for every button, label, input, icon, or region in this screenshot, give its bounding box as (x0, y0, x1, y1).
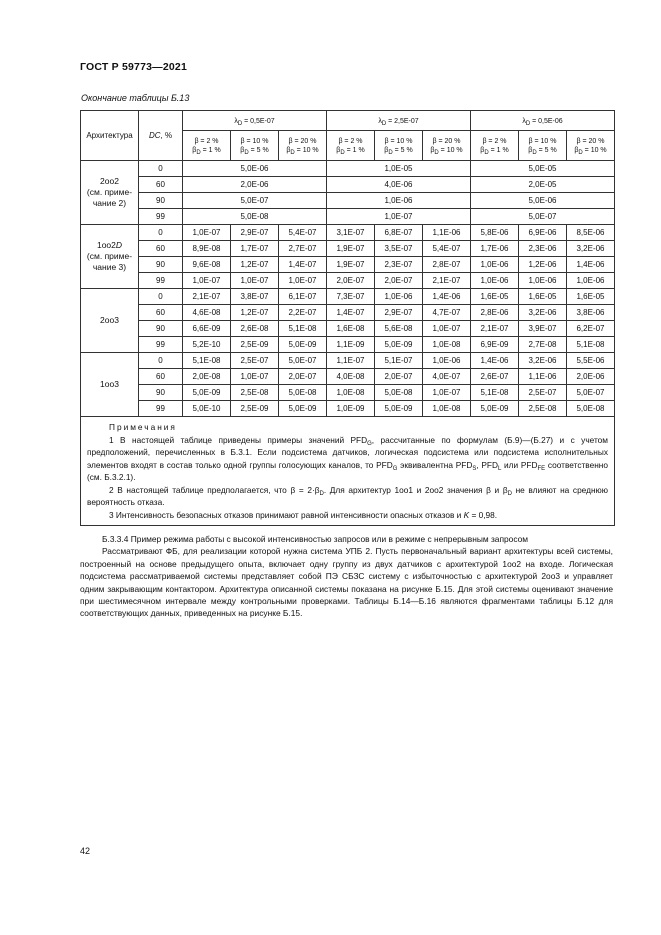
value-cell: 2,9E-07 (231, 225, 279, 241)
value-cell: 1,2E-07 (231, 257, 279, 273)
value-cell: 1,0E-06 (327, 193, 471, 209)
value-cell: 3,9E-07 (519, 321, 567, 337)
table-row (81, 289, 615, 305)
notes-title: Примечания (109, 422, 177, 432)
table-row (81, 321, 615, 337)
value-cell: 5,0E-06 (471, 193, 615, 209)
value-cell: 5,0E-05 (471, 161, 615, 177)
dc-cell: 99 (139, 209, 183, 225)
value-cell: 1,4E-06 (471, 353, 519, 369)
value-cell: 5,0E-09 (279, 401, 327, 417)
value-cell: 2,0E-06 (183, 177, 327, 193)
beta-header: β = 2 % $\beta_D = 1$ % (327, 131, 375, 161)
value-cell: 3,1E-07 (327, 225, 375, 241)
value-cell: 2,8E-06 (471, 305, 519, 321)
value-cell: 2,5E-09 (231, 337, 279, 353)
value-cell: 1,0E-07 (231, 369, 279, 385)
value-cell: 1,6E-08 (327, 321, 375, 337)
value-cell: 2,7E-08 (519, 337, 567, 353)
table-row (81, 369, 615, 385)
value-cell: 4,6E-08 (183, 305, 231, 321)
value-cell: 1,0E-06 (519, 273, 567, 289)
value-cell: 3,8E-06 (567, 305, 615, 321)
value-cell: 1,1E-09 (327, 337, 375, 353)
value-cell: 1,0E-07 (183, 273, 231, 289)
value-cell: 1,7E-07 (231, 241, 279, 257)
note-1: 1 В настоящей таблице приведены примеры значений $PFD_G$, рассчитанные по формулам (Б.9)—(Б.27) и с учетом предположений, перечисленных в Б.3.1. Если подсистема датчиков, логическая подсистема или подсистема исполнительных элементов входят в состав только одной группы голосующих каналов, то $PFD_G$ эквивалентна $PFD_S$, $PFD_L$ или $PFD_{FE}$ соответственно (см. Б.3.2.1). (87, 434, 608, 482)
dc-cell: 90 (139, 193, 183, 209)
value-cell: 2,5E-08 (231, 385, 279, 401)
value-cell: 1,0E-07 (279, 273, 327, 289)
value-cell: 2,6E-07 (471, 369, 519, 385)
value-cell: 2,1E-07 (471, 321, 519, 337)
dc-cell: 99 (139, 337, 183, 353)
beta-header: β = 10 % $\beta_D = 5$ % (231, 131, 279, 161)
table-row (81, 273, 615, 289)
beta-header: β = 10 % $\beta_D = 5$ % (375, 131, 423, 161)
value-cell: 6,1E-07 (279, 289, 327, 305)
value-cell: 1,4E-07 (327, 305, 375, 321)
beta-header: β = 2 % $\beta_D = 1$ % (471, 131, 519, 161)
value-cell: 5,0E-07 (567, 385, 615, 401)
value-cell: 1,1E-07 (327, 353, 375, 369)
table-row (81, 337, 615, 353)
architecture-cell: 2oo3 (81, 289, 139, 353)
value-cell: 1,0E-05 (327, 161, 471, 177)
value-cell: 2,2E-07 (279, 305, 327, 321)
table-row (81, 353, 615, 369)
value-cell: 2,3E-07 (375, 257, 423, 273)
dc-cell: 90 (139, 385, 183, 401)
beta-header: β = 20 % $\beta_D = 10$ % (423, 131, 471, 161)
value-cell: 2,0E-06 (567, 369, 615, 385)
value-cell: 1,0E-08 (327, 385, 375, 401)
note-3: 3 Интенсивность безопасных отказов принимают равной интенсивности опасных отказов и K = 0,98. (109, 509, 498, 520)
value-cell: 5,0E-09 (279, 337, 327, 353)
value-cell: 1,0E-07 (231, 273, 279, 289)
dc-cell: 60 (139, 241, 183, 257)
value-cell: 5,0E-09 (375, 401, 423, 417)
dc-cell: 0 (139, 225, 183, 241)
value-cell: 5,5E-06 (567, 353, 615, 369)
value-cell: 1,0E-07 (423, 385, 471, 401)
value-cell: 5,0E-07 (471, 209, 615, 225)
dc-cell: 0 (139, 353, 183, 369)
value-cell: 5,8E-06 (471, 225, 519, 241)
body-paragraph: Рассматривают ФБ, для реализации которой нужна система УПБ 2. Пусть первоначальный вариант архитектуры всей системы, построенный на основе предыдущего опыта, включает одну группу из двух датчиков с архитектурой 1oo2 на входе. Логическая подсистема рассматриваемой системы представляет собой ПЭ СБЗС систему с избыточностью с архитектурой 2oo3 и управляет одним закрывающим контактором. Архитектура описанной системы показана на рисунке Б.15. Для этой системы оценивают значение при шестимесячном интервале между контрольными проверками. Таблицы Б.14—Б.16 являются фрагментами таблицы Б.12 для соответствующих данных, приведенных на рисунке Б.15. (80, 546, 613, 619)
dc-cell: 99 (139, 401, 183, 417)
value-cell: 8,5E-06 (567, 225, 615, 241)
value-cell: 5,0E-08 (375, 385, 423, 401)
value-cell: 4,0E-06 (327, 177, 471, 193)
architecture-cell: 2oo2 (см. приме- чание 2) (81, 161, 139, 225)
value-cell: 6,9E-06 (519, 225, 567, 241)
value-cell: 3,2E-06 (519, 353, 567, 369)
table-row (81, 257, 615, 273)
value-cell: 7,3E-07 (327, 289, 375, 305)
dc-cell: 60 (139, 177, 183, 193)
table-row (81, 161, 615, 177)
table-row (81, 193, 615, 209)
value-cell: 6,8E-07 (375, 225, 423, 241)
value-cell: 1,0E-06 (471, 273, 519, 289)
value-cell: 1,0E-09 (327, 401, 375, 417)
value-cell: 3,8E-07 (231, 289, 279, 305)
value-cell: 2,1E-07 (423, 273, 471, 289)
table-caption: Окончание таблицы Б.13 (81, 93, 190, 103)
value-cell: 1,2E-07 (231, 305, 279, 321)
value-cell: 2,1E-07 (183, 289, 231, 305)
table-row (81, 385, 615, 401)
value-cell: 2,5E-08 (519, 401, 567, 417)
value-cell: 2,5E-07 (519, 385, 567, 401)
beta-header: β = 2 % $\beta_D = 1$ % (183, 131, 231, 161)
value-cell: 1,0E-06 (567, 273, 615, 289)
dc-cell: 60 (139, 369, 183, 385)
value-cell: 8,9E-08 (183, 241, 231, 257)
value-cell: 1,4E-06 (567, 257, 615, 273)
value-cell: 2,7E-07 (279, 241, 327, 257)
value-cell: 1,6E-05 (471, 289, 519, 305)
value-cell: 2,0E-07 (375, 273, 423, 289)
value-cell: 1,1E-06 (423, 225, 471, 241)
value-cell: 5,0E-09 (375, 337, 423, 353)
value-cell: 1,0E-06 (375, 289, 423, 305)
column-header-dc: DC, % (139, 111, 183, 161)
value-cell: 1,1E-06 (519, 369, 567, 385)
value-cell: 2,0E-08 (183, 369, 231, 385)
value-cell: 1,0E-06 (471, 257, 519, 273)
body-text (80, 533, 613, 620)
table-row (81, 209, 615, 225)
value-cell: 5,0E-08 (567, 401, 615, 417)
value-cell: 1,6E-05 (567, 289, 615, 305)
dc-cell: 90 (139, 321, 183, 337)
value-cell: 1,4E-06 (423, 289, 471, 305)
value-cell: 1,0E-08 (423, 401, 471, 417)
value-cell: 2,6E-08 (231, 321, 279, 337)
value-cell: 5,6E-08 (375, 321, 423, 337)
table-row (81, 401, 615, 417)
lambda-header: $\lambda_D = 2,5E-07$ (327, 111, 471, 131)
value-cell: 1,9E-07 (327, 257, 375, 273)
value-cell: 6,9E-09 (471, 337, 519, 353)
lambda-header: $\lambda_D = 0,5E-07$ (183, 111, 327, 131)
value-cell: 1,9E-07 (327, 241, 375, 257)
value-cell: 5,0E-07 (279, 353, 327, 369)
value-cell: 1,0E-08 (423, 337, 471, 353)
value-cell: 1,6E-05 (519, 289, 567, 305)
table-row (81, 241, 615, 257)
value-cell: 1,4E-07 (279, 257, 327, 273)
dc-cell: 90 (139, 257, 183, 273)
value-cell: 5,0E-08 (279, 385, 327, 401)
value-cell: 5,1E-08 (183, 353, 231, 369)
lambda-header: $\lambda_D = 0,5E-06$ (471, 111, 615, 131)
dc-cell: 0 (139, 161, 183, 177)
value-cell: 5,0E-09 (471, 401, 519, 417)
architecture-cell: 1oo2D (см. приме- чание 3) (81, 225, 139, 289)
value-cell: 4,0E-08 (327, 369, 375, 385)
value-cell: 5,0E-08 (183, 209, 327, 225)
value-cell: 5,1E-07 (375, 353, 423, 369)
value-cell: 5,1E-08 (567, 337, 615, 353)
value-cell: 4,7E-07 (423, 305, 471, 321)
value-cell: 6,6E-09 (183, 321, 231, 337)
value-cell: 5,1E-08 (279, 321, 327, 337)
value-cell: 2,0E-07 (375, 369, 423, 385)
value-cell: 2,5E-07 (231, 353, 279, 369)
section-heading: Б.3.3.4 Пример режима работы с высокой интенсивностью запросов или в режиме с непрерывным запросом (102, 534, 529, 544)
value-cell: 5,4E-07 (423, 241, 471, 257)
value-cell: 5,0E-10 (183, 401, 231, 417)
value-cell: 3,2E-06 (519, 305, 567, 321)
value-cell: 1,2E-06 (519, 257, 567, 273)
value-cell: 1,0E-07 (327, 209, 471, 225)
value-cell: 5,2E-10 (183, 337, 231, 353)
dc-cell: 0 (139, 289, 183, 305)
value-cell: 5,0E-06 (183, 161, 327, 177)
dc-cell: 60 (139, 305, 183, 321)
value-cell: 5,0E-09 (183, 385, 231, 401)
beta-header: β = 20 % $\beta_D = 10$ % (567, 131, 615, 161)
value-cell: 5,0E-07 (183, 193, 327, 209)
value-cell: 5,4E-07 (279, 225, 327, 241)
value-cell: 1,0E-06 (423, 353, 471, 369)
value-cell: 2,0E-07 (279, 369, 327, 385)
value-cell: 4,0E-07 (423, 369, 471, 385)
reliability-table (80, 110, 615, 526)
value-cell: 2,9E-07 (375, 305, 423, 321)
note-2: 2 В настоящей таблице предполагается, что $\beta = 2\cdot\beta_D$. Для архитектур 1oo1 и 2oo2 значения β и $\beta_D$ не влияют на среднюю вероятность отказа. (87, 484, 608, 507)
value-cell: 6,2E-07 (567, 321, 615, 337)
table-row (81, 305, 615, 321)
architecture-cell: 1oo3 (81, 353, 139, 417)
page-number: 42 (80, 846, 91, 856)
table-notes (81, 417, 615, 526)
value-cell: 3,5E-07 (375, 241, 423, 257)
column-header-architecture: Архитектура (81, 111, 139, 161)
value-cell: 3,2E-06 (567, 241, 615, 257)
beta-header: β = 20 % $\beta_D = 10$ % (279, 131, 327, 161)
document-header: ГОСТ Р 59773—2021 (80, 61, 188, 73)
table-row (81, 225, 615, 241)
value-cell: 1,0E-07 (183, 225, 231, 241)
value-cell: 2,0E-05 (471, 177, 615, 193)
dc-cell: 99 (139, 273, 183, 289)
value-cell: 5,1E-08 (471, 385, 519, 401)
table-row (81, 177, 615, 193)
beta-header: β = 10 % $\beta_D = 5$ % (519, 131, 567, 161)
value-cell: 1,7E-06 (471, 241, 519, 257)
value-cell: 2,0E-07 (327, 273, 375, 289)
value-cell: 2,3E-06 (519, 241, 567, 257)
value-cell: 1,0E-07 (423, 321, 471, 337)
value-cell: 2,8E-07 (423, 257, 471, 273)
value-cell: 9,6E-08 (183, 257, 231, 273)
value-cell: 2,5E-09 (231, 401, 279, 417)
